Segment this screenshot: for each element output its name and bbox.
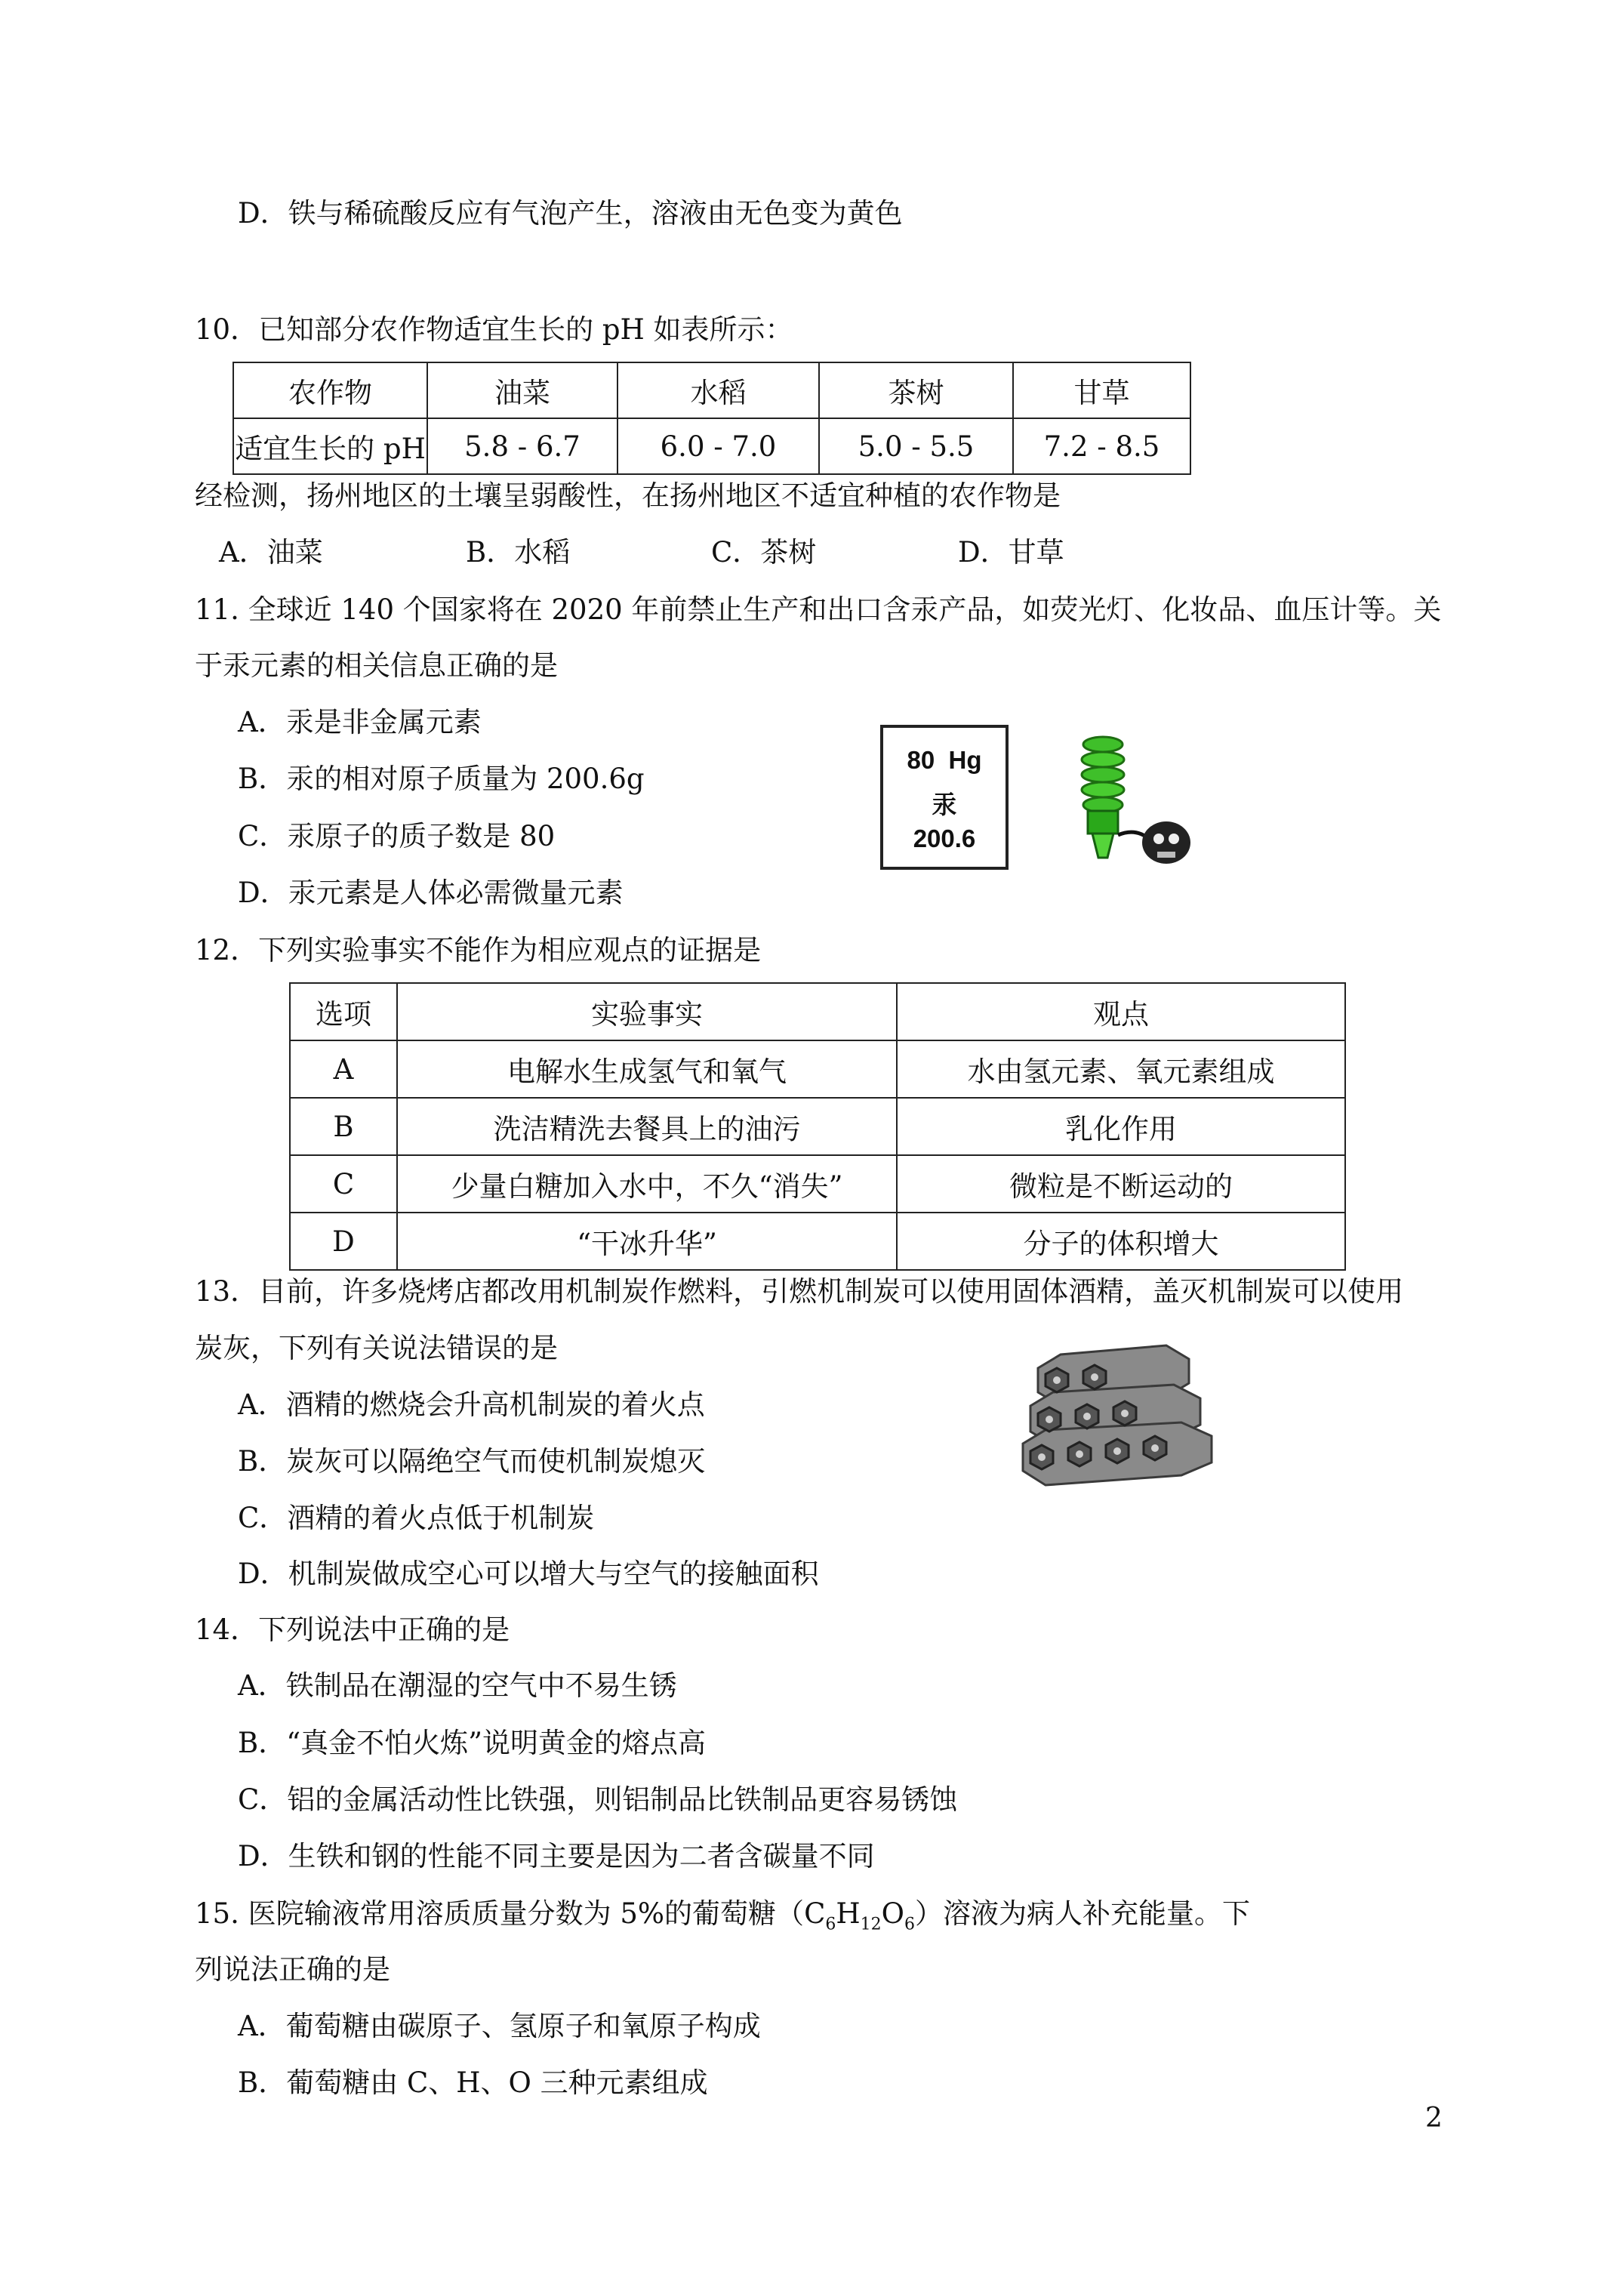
table-cell: 5.0 - 5.5 <box>819 418 1013 474</box>
q14-option-b: B．“真金不怕火炼”说明黄金的熔点高 <box>238 1727 707 1759</box>
q10-option-a: A．油菜 <box>219 536 323 569</box>
q15-stem-line2: 列说法正确的是 <box>195 1953 390 1986</box>
table-row <box>290 1098 1345 1155</box>
table-cell: 实验事实 <box>397 983 897 1040</box>
table-header-row <box>233 362 1190 418</box>
table-cell: 选项 <box>290 983 397 1040</box>
q14-option-d: D．生铁和钢的性能不同主要是因为二者含碳量不同 <box>238 1840 875 1872</box>
q13-option-d: D．机制炭做成空心可以增大与空气的接触面积 <box>238 1558 819 1590</box>
q14-option-c: C．铝的金属活动性比铁强，则铝制品比铁制品更容易锈蚀 <box>238 1783 958 1816</box>
element-number-symbol <box>883 746 1006 775</box>
table-cell: 油菜 <box>427 362 617 418</box>
table-cell: 甘草 <box>1013 362 1190 418</box>
table-row <box>233 418 1190 474</box>
q15-stem-line1 <box>195 1895 1250 1943</box>
q14-option-a: A．铁制品在潮湿的空气中不易生锈 <box>238 1669 677 1702</box>
table-cell: 茶树 <box>819 362 1013 418</box>
table-cell: 洗洁精洗去餐具上的油污 <box>397 1098 897 1155</box>
table-cell: 观点 <box>897 983 1345 1040</box>
q9-option-d: D．铁与稀硫酸反应有气泡产生，溶液由无色变为黄色 <box>238 197 903 230</box>
q12-evidence-table <box>289 982 1346 1271</box>
page-number: 2 <box>1425 2103 1443 2134</box>
q15-stem-pre: 15. 医院输液常用溶质质量分数为 5%的葡萄糖（ <box>195 1897 805 1930</box>
element-symbol: Hg <box>948 746 982 774</box>
table-cell: 6.0 - 7.0 <box>617 418 819 474</box>
q11-stem-line2: 于汞元素的相关信息正确的是 <box>195 649 558 682</box>
q15-option-b: B．葡萄糖由 C、H、O 三种元素组成 <box>238 2066 708 2099</box>
formula-h: H <box>836 1897 861 1930</box>
element-name: 汞 <box>932 790 957 819</box>
table-header-row <box>290 983 1345 1040</box>
q10-note: 经检测，扬州地区的土壤呈弱酸性，在扬州地区不适宜种植的农作物是 <box>195 479 1061 512</box>
formula-o: O <box>881 1897 904 1930</box>
table-cell: 水由氢元素、氧元素组成 <box>897 1040 1345 1098</box>
table-cell: 5.8 - 6.7 <box>427 418 617 474</box>
q11-option-c: C．汞原子的质子数是 80 <box>238 820 556 852</box>
charcoal-briquettes-icon <box>1015 1338 1223 1493</box>
q14-stem: 14．下列说法中正确的是 <box>195 1613 510 1646</box>
mercury-element-card <box>880 725 1009 870</box>
table-cell: 水稻 <box>617 362 819 418</box>
formula-c-sub: 6 <box>825 1915 836 1934</box>
table-cell: 微粒是不断运动的 <box>897 1155 1345 1213</box>
table-cell: D <box>290 1213 397 1270</box>
q11-option-a: A．汞是非金属元素 <box>238 706 482 738</box>
q13-option-a: A．酒精的燃烧会升高机制炭的着火点 <box>238 1388 705 1421</box>
table-cell: C <box>290 1155 397 1213</box>
q12-stem: 12．下列实验事实不能作为相应观点的证据是 <box>195 934 762 966</box>
glucose-formula <box>804 1897 915 1934</box>
q11-stem-line1: 11. 全球近 140 个国家将在 2020 年前禁止生产和出口含汞产品，如荧光灯、化妆品、血压计等。关 <box>195 593 1442 626</box>
formula-h-sub: 12 <box>860 1915 882 1934</box>
table-cell: A <box>290 1040 397 1098</box>
q10-option-c: C．茶树 <box>711 536 817 569</box>
q13-stem-line1: 13．目前，许多烧烤店都改用机制炭作燃料，引燃机制炭可以使用固体酒精，盖灭机制炭可以使用 <box>195 1275 1404 1308</box>
q13-stem-line2: 炭灰，下列有关说法错误的是 <box>195 1332 558 1364</box>
atomic-number: 80 <box>907 746 935 774</box>
fluorescent-lamp-skull-icon <box>1061 722 1196 873</box>
q11-option-d: D．汞元素是人体必需微量元素 <box>238 877 624 909</box>
q15-stem-post: ）溶液为病人补充能量。下 <box>915 1897 1250 1930</box>
table-cell: 电解水生成氢气和氧气 <box>397 1040 897 1098</box>
table-row <box>290 1155 1345 1213</box>
table-cell: 7.2 - 8.5 <box>1013 418 1190 474</box>
table-cell: 乳化作用 <box>897 1098 1345 1155</box>
q10-option-b: B．水稻 <box>466 536 571 569</box>
table-cell: 农作物 <box>233 362 427 418</box>
table-row <box>290 1213 1345 1270</box>
table-row <box>290 1040 1345 1098</box>
q15-option-a: A．葡萄糖由碳原子、氢原子和氧原子构成 <box>238 2010 761 2042</box>
q13-option-b: B．炭灰可以隔绝空气而使机制炭熄灭 <box>238 1445 706 1478</box>
q13-option-c: C．酒精的着火点低于机制炭 <box>238 1502 595 1534</box>
formula-c: C <box>804 1897 826 1930</box>
table-cell: 分子的体积增大 <box>897 1213 1345 1270</box>
table-cell: 适宜生长的 pH <box>233 418 427 474</box>
q10-ph-table <box>233 362 1191 475</box>
q10-option-d: D．甘草 <box>958 536 1064 569</box>
table-cell: 少量白糖加入水中，不久“消失” <box>397 1155 897 1213</box>
table-cell: B <box>290 1098 397 1155</box>
atomic-mass: 200.6 <box>913 824 976 852</box>
q10-stem: 10．已知部分农作物适宜生长的 pH 如表所示： <box>195 313 793 346</box>
formula-o-sub: 6 <box>904 1915 915 1934</box>
q11-option-b: B．汞的相对原子质量为 200.6g <box>238 763 645 795</box>
table-cell: “干冰升华” <box>397 1213 897 1270</box>
